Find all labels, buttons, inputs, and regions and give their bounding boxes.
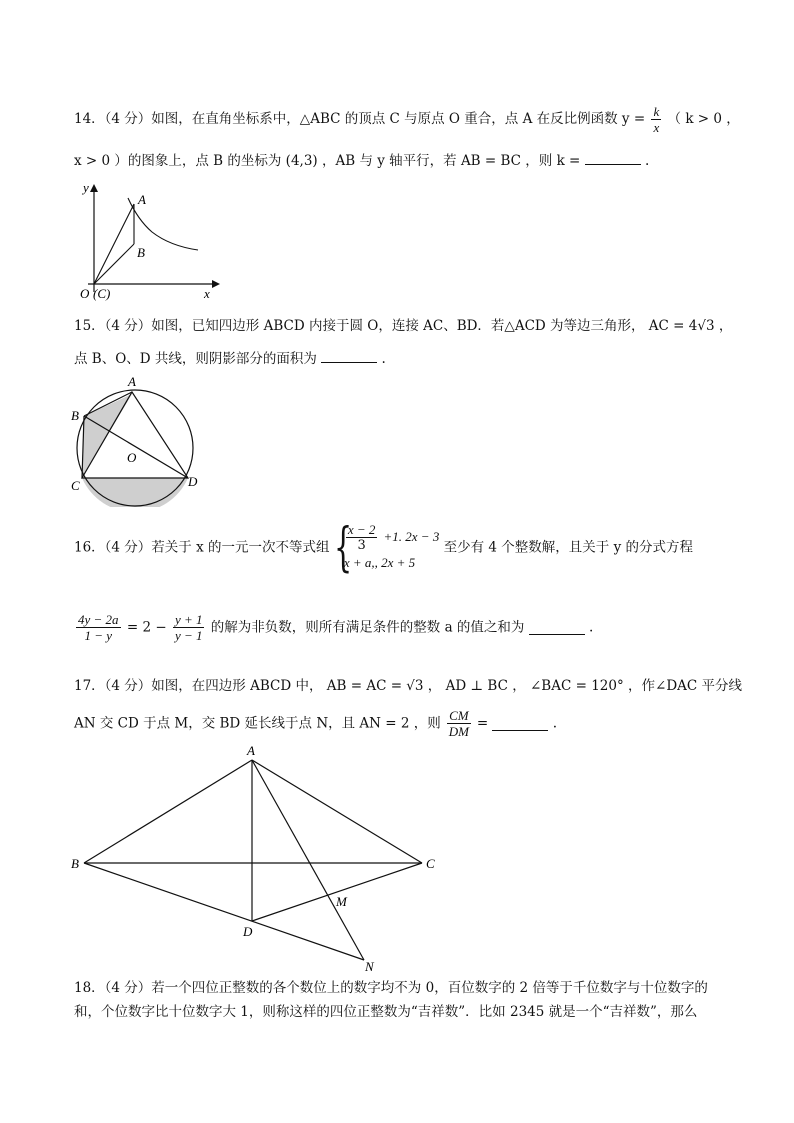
- q16-row1: $\frac{x - 2}{3}$ +1. 2x − 3: [347, 522, 440, 553]
- q17-line1: [74, 676, 742, 696]
- q16-row2: x + a,, 2x + 5: [343, 555, 416, 570]
- q14-label-x: x: [204, 286, 210, 301]
- q17-figure: [66, 742, 456, 972]
- q14-fraction: $\frac{k}{x}$: [653, 104, 660, 135]
- q15-figure: [66, 372, 206, 507]
- q15-line2: 点 B、O、D 共线，则阴影部分的面积为 .: [74, 348, 386, 369]
- q17-label-A: A: [247, 743, 255, 758]
- q17-line2: AN 交 CD 于点 M，交 BD 延长线于点 N，且 AN = 2 ，则 $\frac{CM}{DM}$ = .: [74, 708, 558, 739]
- answer-blank: [529, 620, 585, 635]
- answer-blank: [585, 150, 641, 165]
- q17-label-C: C: [426, 856, 435, 871]
- q17-label-B: B: [71, 856, 79, 871]
- q17-label-M: M: [336, 894, 347, 909]
- q14-label-C: (C): [93, 286, 111, 301]
- q18-line2: [74, 1002, 697, 1022]
- q17-label-N: N: [365, 959, 374, 972]
- q14-side-BC: [94, 244, 134, 284]
- q17-line-AC: [252, 760, 422, 863]
- q15-label-D: D: [188, 474, 198, 489]
- q17-label-D: D: [243, 924, 253, 939]
- q15-label-C: C: [71, 478, 80, 493]
- q17-text1: 17．（4 分）如图，在四边形 ABCD 中， AB = AC = √3 ， AD ⊥ BC ， ∠BAC = 120° ，作∠DAC 平分线: [74, 678, 743, 694]
- q14-line1: [74, 104, 740, 135]
- q16-inequality-system: [333, 518, 440, 578]
- q14-label-A: A: [138, 192, 146, 207]
- q15-label-A: A: [128, 374, 136, 389]
- answer-blank: [492, 716, 548, 731]
- q18-line1: [74, 978, 708, 998]
- q14-side-AC: [94, 204, 134, 284]
- q16-fraction-left: $\frac{4y - 2a}{1 - y}$: [78, 612, 119, 643]
- q14-text1-tail: （ k > 0 ，: [667, 111, 740, 127]
- q14-text1: 14．（4 分）如图，在直角坐标系中，△ABC 的顶点 C 与原点 O 重合，点 A 在反比例函数 y =: [74, 111, 646, 127]
- answer-blank: [321, 348, 377, 363]
- q14-line2: x > 0 ）的图象上，点 B 的坐标为 (4,3) ，AB 与 y 轴平行，若 AB = BC ，则 k = .: [74, 150, 649, 171]
- q14-figure: [70, 180, 230, 305]
- q17-text2: AN 交 CD 于点 M，交 BD 延长线于点 N，且 AN = 2 ，则: [74, 715, 441, 732]
- q15-text2: 点 B、O、D 共线，则阴影部分的面积为: [74, 351, 317, 367]
- q16-prefix: 16．（4 分）若关于 x 的一元一次不等式组: [74, 539, 330, 556]
- q14-label-y: y: [83, 180, 89, 195]
- q15-label-B: B: [71, 408, 79, 423]
- q15-label-O: O: [127, 450, 137, 465]
- q14-label-B: B: [137, 245, 145, 260]
- q14-x-arrow: [212, 280, 220, 288]
- q15-line1: [74, 316, 732, 336]
- q16-line1: [74, 518, 694, 582]
- q15-text1: 15．（4 分）如图，已知四边形 ABCD 内接于圆 O，连接 AC、BD．若△ACD 为等边三角形， AC = 4√3 ，: [74, 318, 733, 334]
- q16-fraction-right: $\frac{y + 1}{y - 1}$: [174, 612, 203, 643]
- q14-text2: x > 0 ）的图象上，点 B 的坐标为 (4,3) ，AB 与 y 轴平行，若 AB = BC ，则 k =: [74, 153, 581, 169]
- q17-line-AB: [84, 760, 252, 863]
- q18-text1: 18．（4 分）若一个四位正整数的各个数位上的数字均不为 0，百位数字的 2 倍等于千位数字与十位数字的: [74, 980, 708, 996]
- q14-y-arrow: [90, 184, 98, 192]
- q16-suffix: 至少有 4 个整数解，且关于 y 的分式方程: [443, 539, 694, 556]
- brace-icon: {: [333, 518, 353, 578]
- q14-label-O: O: [80, 286, 90, 301]
- q16-line2: $\frac{4y - 2a}{1 - y}$ = 2 − $\frac{y + 1}{y - 1}$ 的解为非负数，则所有满足条件的整数 a 的值之和为 .: [78, 612, 594, 643]
- q17-line-AN: [252, 760, 364, 960]
- q17-fraction: $\frac{CM}{DM}$: [448, 708, 469, 739]
- q17-line-BN: [84, 863, 364, 960]
- q18-text2: 和，个位数字比十位数字大 1，则称这样的四位正整数为“吉祥数”．比如 2345 就是一个“吉祥数”，那么: [74, 1004, 698, 1020]
